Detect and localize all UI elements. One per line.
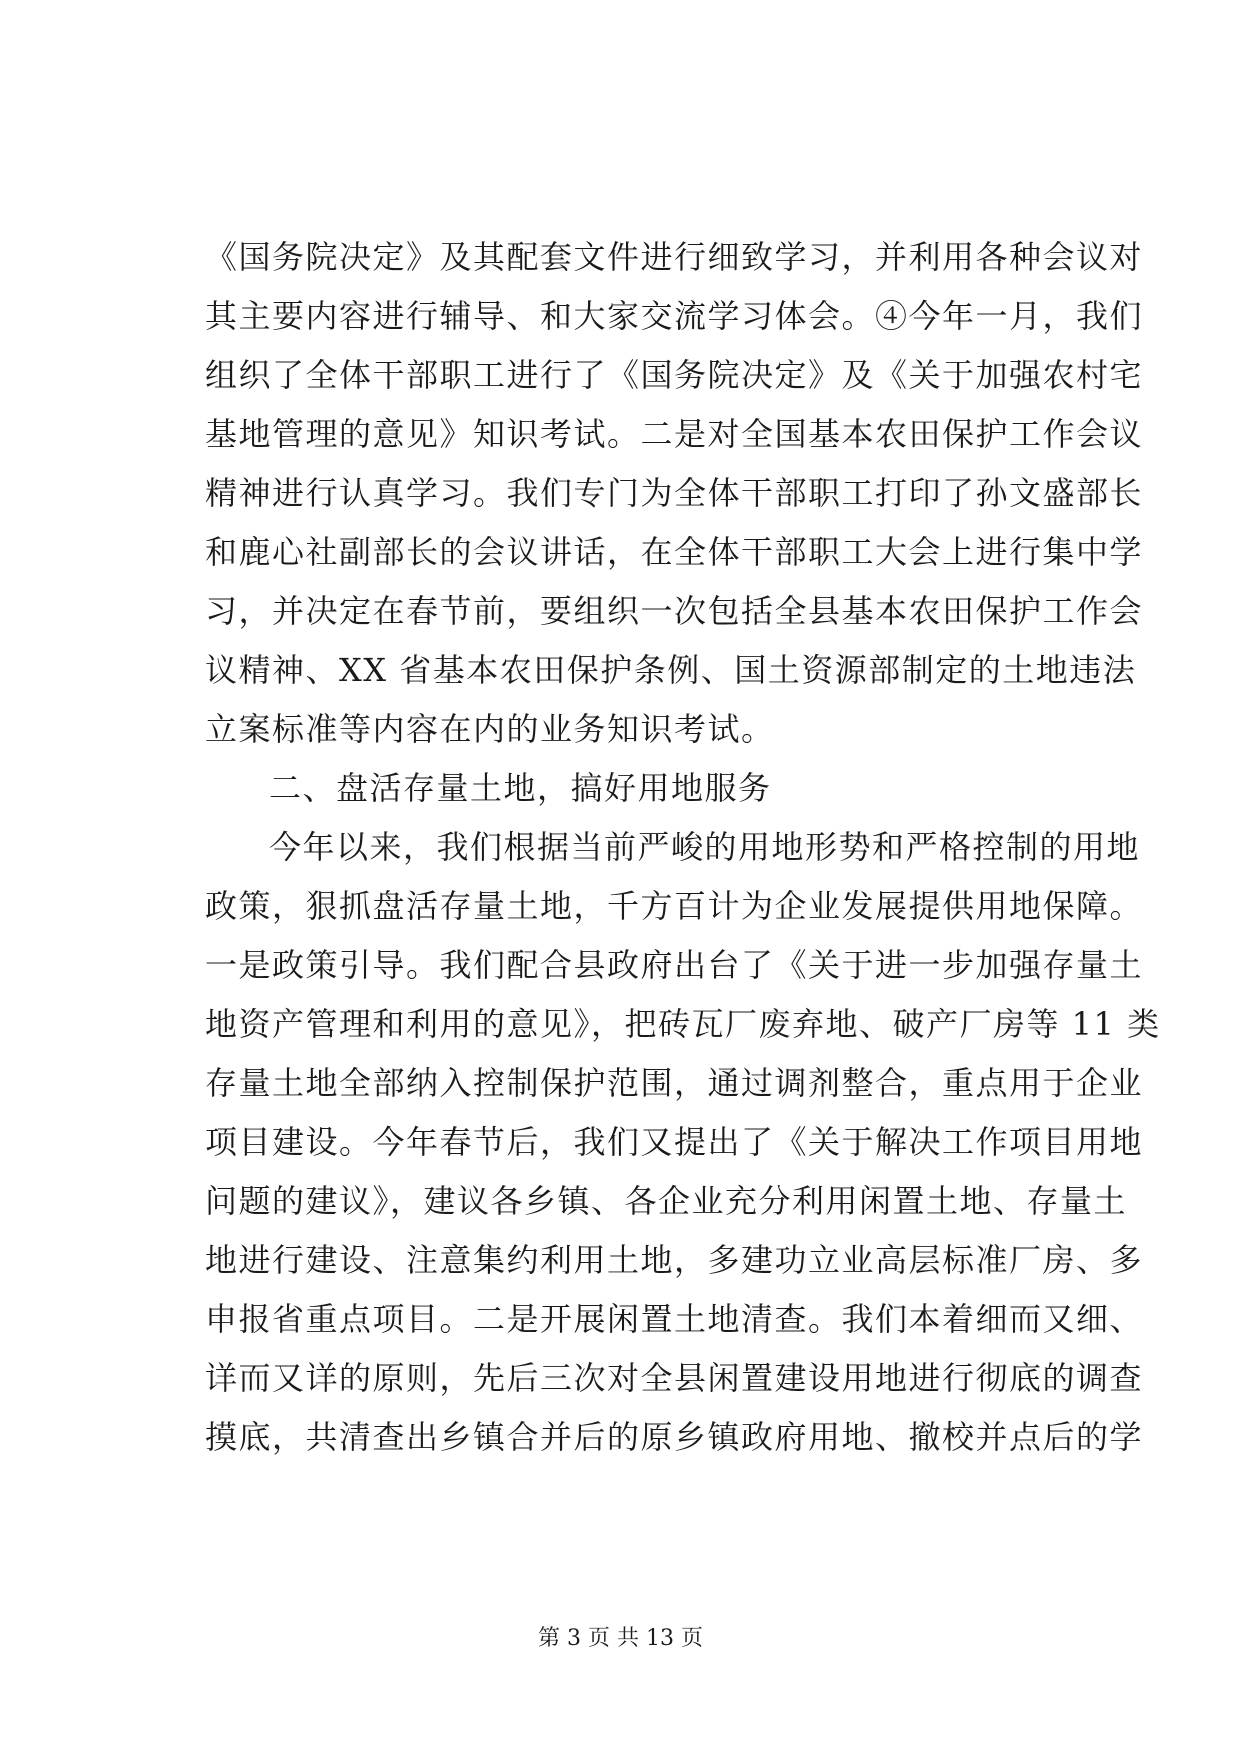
document-body [205,228,1161,1467]
section-heading: 二、盘活存量土地，搞好用地服务 [269,769,772,807]
text-line: 项目建设。今年春节后，我们又提出了《关于解决工作项目用地 [205,1123,1144,1161]
text-line: 政策，狠抓盘活存量土地，千方百计为企业发展提供用地保障。 [205,887,1144,925]
text-line: 地进行建设、注意集约利用土地，多建功立业高层标准厂房、多 [205,1241,1144,1279]
text-line: 申报省重点项目。二是开展闲置土地清查。我们本着细而又细、 [205,1300,1144,1338]
text-line: 立案标准等内容在内的业务知识考试。 [205,710,775,748]
text-line: 摸底，共清查出乡镇合并后的原乡镇政府用地、撤校并点后的学 [205,1418,1144,1456]
text-line: 地资产管理和利用的意见》，把砖瓦厂废弃地、破产厂房等 11 类 [205,1005,1161,1043]
text-line: 精神进行认真学习。我们专门为全体干部职工打印了孙文盛部长 [205,474,1144,512]
text-line: 今年以来，我们根据当前严峻的用地形势和严格控制的用地 [269,828,1141,866]
text-line: 存量土地全部纳入控制保护范围，通过调剂整合，重点用于企业 [205,1064,1144,1102]
page-number-footer: 第 3 页 共 13 页 [538,1626,703,1651]
text-line: 详而又详的原则，先后三次对全县闲置建设用地进行彻底的调查 [205,1359,1144,1397]
text-line: 其主要内容进行辅导、和大家交流学习体会。④今年一月，我们 [205,297,1144,335]
text-line: 一是政策引导。我们配合县政府出台了《关于进一步加强存量土 [205,946,1144,984]
text-line: 议精神、XX 省基本农田保护条例、国土资源部制定的土地违法 [205,651,1137,689]
text-line: 基地管理的意见》知识考试。二是对全国基本农田保护工作会议 [205,415,1144,453]
text-line: 问题的建议》，建议各乡镇、各企业充分利用闲置土地、存量土 [205,1182,1128,1220]
text-line: 习，并决定在春节前，要组织一次包括全县基本农田保护工作会 [205,592,1144,630]
text-line: 和鹿心社副部长的会议讲话，在全体干部职工大会上进行集中学 [205,533,1144,571]
text-line: 组织了全体干部职工进行了《国务院决定》及《关于加强农村宅 [205,356,1144,394]
text-line: 《国务院决定》及其配套文件进行细致学习，并利用各种会议对 [205,238,1144,276]
